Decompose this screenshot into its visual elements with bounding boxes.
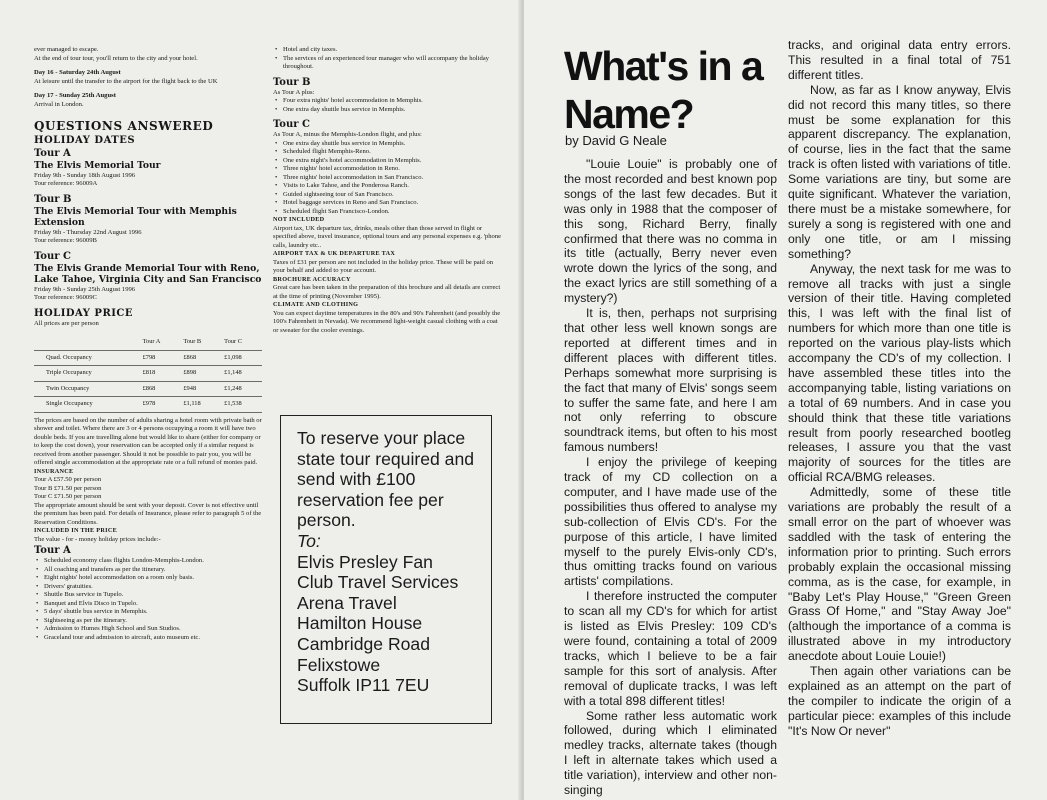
included-tour-b-label: Tour B: [273, 76, 311, 88]
address-line: Elvis Presley Fan: [297, 551, 433, 572]
tour-a-label: Tour A: [34, 148, 71, 159]
list-item: • Scheduled economy class flights London-Memphis-London.: [34, 557, 262, 566]
article-column-1: [564, 157, 777, 798]
list-item: • 5 days' shuttle bus service in Memphis.: [34, 608, 262, 617]
tour-b-label: Tour B: [34, 193, 72, 205]
included-heading: INCLUDED IN THE PRICE: [34, 527, 118, 535]
insurance-line: Tour A £57.50 per person: [34, 476, 102, 484]
climate-text: You can expect daytime temperatures in the 80's and 90's Fahrenheit (and possibly the 100's Fahrenheit in Nevada). We recommend light-weight casual clothing with a coat or sweater for the cooler evenings.: [273, 309, 501, 334]
left-page: [0, 0, 522, 800]
list-item: • Graceland tour and admission to aircraft, auto museum etc.: [34, 634, 262, 643]
tour-c-ref: Tour reference: 96009C: [34, 294, 97, 302]
list-item: • One extra day shuttle bus service in Memphis.: [273, 106, 503, 115]
tour-c-intro: As Tour A, minus the Memphis-London flight, and plus:: [273, 131, 422, 138]
list-item: • Scheduled flight San Francisco-London.: [273, 208, 503, 217]
price-cell: £1,248: [221, 381, 262, 397]
itinerary-intro-line: ever managed to escape.: [34, 46, 99, 53]
day-heading: Day 16 - Saturday 24th August: [34, 69, 121, 76]
article-paragraph: "Louie Louie" is probably one of the most recorded and best known pop songs of the last few decades. But it was only in 1988 that the composer of this song, Richard Berry, finally confirmed that there was no comma in its title (actually, Berry never even wrote down the lyrics of the song, and the exact lyrics are still something of a mystery?): [564, 157, 777, 306]
climate-heading: CLIMATE AND CLOTHING: [273, 301, 359, 308]
insurance-line: Tour C £71.50 per person: [34, 493, 102, 501]
address-line: Hamilton House: [297, 613, 423, 634]
list-item: • Three nights' hotel accommodation in Reno.: [273, 165, 503, 174]
price-cell: £868: [140, 381, 181, 397]
price-cell: £818: [140, 366, 181, 382]
price-cell: £868: [180, 350, 221, 366]
tour-b-name: The Elvis Memorial Tour with Memphis Extension: [34, 205, 237, 229]
day-text: At leisure until the transfer to the airport for the flight back to the UK: [34, 77, 218, 85]
list-item: • Four extra nights' hotel accommodation in Memphis.: [273, 97, 503, 106]
list-item: • Admission to Humes High School and Sun Studios.: [34, 625, 262, 634]
table-row: [34, 350, 262, 366]
list-item: • Three nights' hotel accommodation in San Francisco.: [273, 174, 503, 183]
list-item: • Hotel baggage services in Reno and San Francisco.: [273, 199, 503, 208]
included-subheading: The value - for - money holiday prices include:-: [34, 535, 161, 543]
airport-tax-heading: AIRPORT TAX & UK DEPARTURE TAX: [273, 250, 396, 257]
reservation-box: [280, 415, 492, 724]
address-line: Arena Travel: [297, 592, 397, 613]
price-cell: £1,118: [180, 397, 221, 413]
price-cell: £1,538: [221, 397, 262, 413]
row-label: Single Occupancy: [34, 397, 140, 413]
price-cell: £1,098: [221, 350, 262, 366]
brochure-accuracy-heading: BROCHURE ACCURACY: [273, 275, 351, 283]
list-item: • Drivers' gratuities.: [34, 583, 262, 592]
list-item: • Hotel and city taxes.: [273, 46, 503, 55]
insurance-heading: INSURANCE: [34, 467, 74, 475]
list-item: • One extra day shuttle bus service in Memphis.: [273, 140, 503, 149]
list-item: • Visits to Lake Tahoe, and the Ponderosa Ranch.: [273, 182, 503, 191]
list-item: • The services of an experienced tour manager who will accompany the holiday throughout.: [273, 55, 503, 72]
price-column-header: Tour B: [183, 338, 202, 346]
day-text: Arrival in London.: [34, 100, 84, 108]
price-table: [34, 336, 262, 413]
tour-b-dates: Friday 9th - Thursday 22nd August 1996: [34, 228, 142, 236]
price-table-header-row: [34, 336, 262, 350]
address-line: Felixstowe: [297, 654, 381, 675]
article-paragraph-continued: tracks, and original data entry errors. This resulted in a final total of 751 different titles.: [788, 38, 1011, 82]
tour-c-name: The Elvis Grande Memorial Tour with Reno, Lake Tahoe, Virginia City and San Francisco: [34, 262, 262, 286]
address-line: Club Travel Services: [297, 572, 459, 593]
left-page-column-1: [34, 46, 262, 642]
reservation-text: To reserve your place state tour required and send with £100 reservation fee per person.: [297, 428, 475, 531]
article-paragraph: Anyway, the next task for me was to remove all tracks with just a single version of their title. Having completed this, I was left with the final list of numbers for which more than one title is reported on the various play-lists which accompany the CD's of my collection. I have assembled these titles into the accompanying table, listing variations on a total of 69 numbers. And in case you should think that these title variations result from poorly researched bootleg releases, I assure you that the vast majority of sources for the titles are official RCA/BMG releases.: [788, 261, 1011, 485]
list-item: • One extra night's hotel accommodation in Memphis.: [273, 157, 503, 166]
insurance-line: Tour B £71.50 per person: [34, 484, 102, 492]
tour-a-name: The Elvis Memorial Tour: [34, 160, 161, 171]
tour-a-ref: Tour reference: 96009A: [34, 180, 98, 188]
article-paragraph: Some rather less automatic work followed, during which I eliminated medley tracks, alternate takes (though I left in alternate takes which used a title variation), interview and other non-singing: [564, 708, 777, 798]
insurance-text: The appropriate amount should be sent with your deposit. Cover is not effective until the premium has been paid. For details of Insurance, please refer to paragraph 5 of the Reservation Conditions.: [34, 501, 262, 526]
day-heading: Day 17 - Sunday 25th August: [34, 92, 116, 99]
article-paragraph: I therefore instructed the computer to scan all my CD's for which for artist is listed as Elvis Presley: 109 CD's were found, containing a total of 2009 tracks, which I believe to be a fair sample for this sort of analysis. After removal of duplicate tracks, I was left with a total 898 different titles!: [564, 589, 777, 708]
price-cell: £898: [180, 366, 221, 382]
price-table-corner: [34, 336, 140, 350]
itinerary-intro-line: At the end of tour tour, you'll return to the city and your hotel.: [34, 54, 198, 62]
questions-answered-heading: QUESTIONS ANSWERED: [34, 119, 214, 133]
table-row: [34, 366, 262, 382]
article-paragraph: I enjoy the privilege of keeping track of my CD collection on a computer, and I have made use of the possibilities thus offered to analyse my sub-collection of Elvis CD's. For the purpose of this article, I have limited myself to the purely Elvis-only CD's, thus omitting tracks found on various artists' compilations.: [564, 455, 777, 589]
article-byline: by David G Neale: [565, 133, 667, 148]
article-paragraph: Admittedly, some of these title variations are probably the result of a small error on the part of whoever was saddled with the task of entering the information prior to printing. Such errors probably explain the occasional missing comma, as is the case, for example, in "Baby Let's Play House," "Green Green Grass Of Home," and "Stay Away Joe" (although the importance of a comma is illustrated above in my introductory anecdote about Louie Louie!): [788, 485, 1011, 664]
airport-tax-text: Taxes of £31 per person are not included in the holiday price. These will be paid on your behalf and added to your account.: [273, 258, 494, 274]
list-item: • Scheduled flight Memphis-Reno.: [273, 148, 503, 157]
address-line: Suffolk IP11 7EU: [297, 675, 430, 696]
table-row: [34, 381, 262, 397]
holiday-price-note: All prices are per person: [34, 319, 99, 327]
reservation-to-label: To:: [297, 530, 321, 551]
tour-a-dates: Friday 9th - Sunday 18th August 1996: [34, 171, 136, 179]
left-page-column-2: [273, 46, 503, 335]
price-column-header: Tour A: [142, 338, 161, 346]
not-included-text: Airport tax, UK departure tax, drinks, meals other than those served in flight or specified above, travel insurance, optional tours and any personal expenses e.g. 'phone calls, laundry etc..: [273, 224, 502, 249]
list-item: • All coaching and transfers as per the itinerary.: [34, 566, 262, 575]
list-item: • Eight nights' hotel accommodation on a room only basis.: [34, 574, 262, 583]
table-row: [34, 397, 262, 413]
tour-c-dates: Friday 9th - Sunday 25th August 1996: [34, 285, 136, 293]
row-label: Twin Occupancy: [34, 381, 140, 397]
row-label: Quad. Occupancy: [34, 350, 140, 366]
included-tour-a-label: Tour A: [34, 545, 71, 557]
address-line: Cambridge Road: [297, 633, 431, 654]
brochure-accuracy-text: Great care has been taken in the preparation of this brochure and all details are correct at the time of printing (November 1995).: [273, 284, 501, 300]
list-item: • Banquet and Elvis Disco in Tupelo.: [34, 600, 262, 609]
holiday-dates-heading: HOLIDAY DATES: [34, 135, 136, 146]
price-cell: £978: [140, 397, 181, 413]
article-column-2: [788, 38, 1011, 739]
included-tour-c-label: Tour C: [273, 119, 310, 130]
price-cell: £1,148: [221, 366, 262, 382]
list-item: • Shuttle Bus service in Tupelo.: [34, 591, 262, 600]
row-label: Triple Occupancy: [34, 366, 140, 382]
price-cell: £798: [140, 350, 181, 366]
article-title: What's in a Name?: [564, 43, 763, 137]
tour-b-ref: Tour reference: 96009B: [34, 237, 97, 245]
price-footnote: The prices are based on the number of adults sharing a hotel room with private bath or shower and toilet. Where there are 3 or 4 persons occupying a room it will have two double beds. If you are travelling alone but would like to share (either for company or to keep the cost down), your reservation can be accepted only if a similar request is received from another passenger. Should it not be possible to pair you, you will be offered single accommodation at the appropriate rate or a full refund of monies paid.: [34, 416, 262, 467]
article-paragraph: It is, then, perhaps not surprising that other less well known songs are reported at different times and in different places with different titles. Perhaps somewhat more surprising is the fact that many of Elvis' songs seem to suffer the same fate, and here I am not only referring to obscure soundtrack items, but often to his most famous numbers!: [564, 306, 777, 455]
list-item: • Sightseeing as per the itinerary.: [34, 617, 262, 626]
holiday-price-heading: HOLIDAY PRICE: [34, 307, 134, 319]
article-paragraph: Now, as far as I know anyway, Elvis did not record this many titles, so there must be some explanation for this apparent discrepancy. The explanation, of course, lies in the fact that the same track is often listed with variations of title. Some variations are tiny, but some are quite significant. Whatever the variation, there must be a mistake somewhere, for surely a song is registered with one and only one title, or am I missing something?: [788, 82, 1011, 261]
list-item: • Guided sightseeing tour of San Francisco.: [273, 191, 503, 200]
tour-b-intro: As Tour A plus:: [273, 88, 315, 96]
tour-c-label: Tour C: [34, 250, 71, 262]
price-cell: £948: [180, 381, 221, 397]
article-paragraph: Then again other variations can be explained as an attempt on the part of the compiler to indicate the origin of a particular piece: examples of this include "It's Now Or never": [788, 664, 1011, 738]
not-included-heading: NOT INCLUDED: [273, 216, 325, 223]
price-column-header: Tour C: [224, 338, 242, 346]
